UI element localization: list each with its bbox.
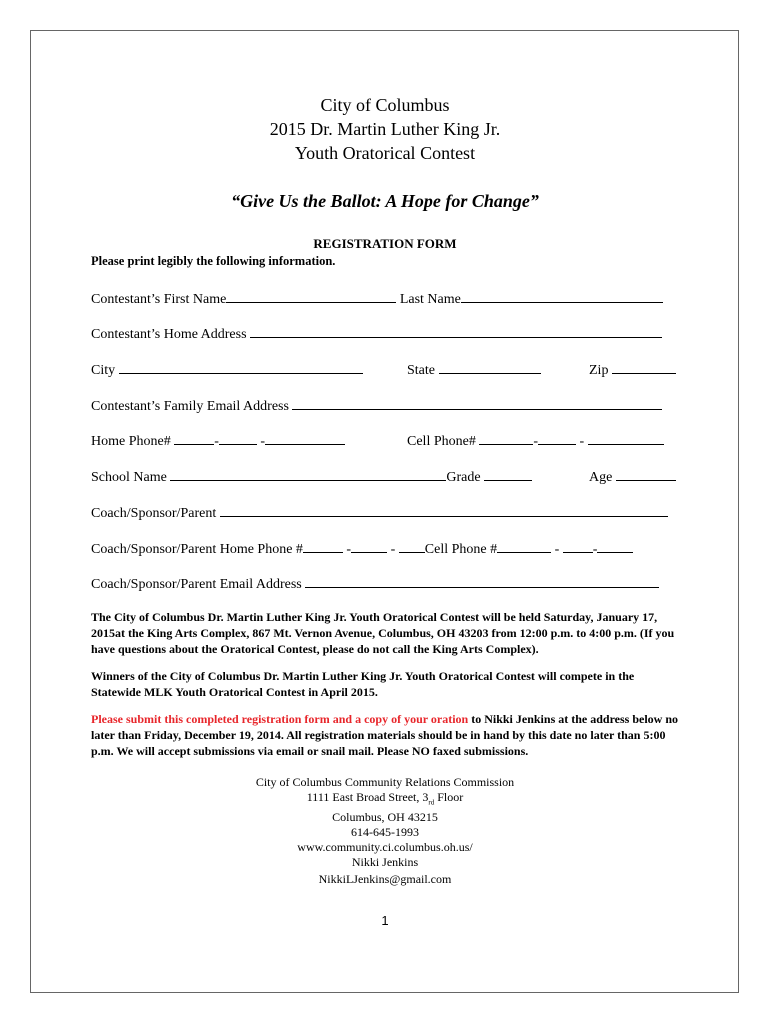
last-name-field[interactable] bbox=[461, 288, 663, 303]
submission-text: to Nikki Jenkins at the address below no later than Friday, December 19, 2014. All registration materials should be in hand by this date no later than 5:00 p.m. We will accept submissions via email or snail mail. Please NO faxed submissions. bbox=[91, 712, 679, 758]
cell-phone-label: Cell Phone# bbox=[407, 434, 476, 449]
home-phone-line-field[interactable] bbox=[265, 430, 345, 445]
dash: - bbox=[579, 434, 585, 449]
dash: - bbox=[346, 542, 352, 557]
page-number: 1 bbox=[381, 913, 389, 928]
coach-row bbox=[91, 502, 668, 522]
dash: - bbox=[592, 542, 598, 557]
dash: - bbox=[260, 434, 266, 449]
city-label-wrap bbox=[91, 359, 363, 379]
header-event: 2015 Dr. Martin Luther King Jr. bbox=[269, 119, 501, 139]
address-street-floor: Floor bbox=[434, 790, 464, 804]
coach-field[interactable] bbox=[220, 502, 668, 517]
dash: - bbox=[214, 434, 219, 449]
coach-email-field[interactable] bbox=[305, 573, 659, 588]
family-email-field[interactable] bbox=[292, 395, 662, 410]
home-address-field[interactable] bbox=[250, 323, 662, 338]
address-phone: 614-645-1993 bbox=[351, 825, 419, 840]
first-name-row bbox=[91, 288, 663, 308]
family-email-row bbox=[91, 395, 662, 415]
school-name-field[interactable] bbox=[170, 466, 446, 481]
event-info-paragraph: The City of Columbus Dr. Martin Luther King Jr. Youth Oratorical Contest will be held Saturday, January 17, 2015at the King Arts Complex, 867 Mt. Vernon Avenue, Columbus, OH 43203 from 12:00 p.m. to 4:00 p.m. (If you have questions about the Oratorical Contest, please do not call the King Arts Complex). bbox=[91, 610, 675, 656]
coach-home-phone-line-field[interactable] bbox=[399, 538, 425, 553]
school-row bbox=[91, 466, 532, 486]
header-contest: Youth Oratorical Contest bbox=[294, 143, 476, 163]
dash: - bbox=[390, 542, 396, 557]
family-email-label: Contestant’s Family Email Address bbox=[91, 399, 289, 414]
state-label-wrap bbox=[407, 359, 541, 379]
home-phone-area-field[interactable] bbox=[174, 430, 214, 445]
home-phone-label: Home Phone# bbox=[91, 434, 171, 449]
city-field[interactable] bbox=[119, 359, 363, 374]
state-label: State bbox=[407, 363, 435, 378]
coach-cell-phone-area-field[interactable] bbox=[497, 538, 551, 553]
city-label: City bbox=[91, 363, 116, 378]
coach-email-label: Coach/Sponsor/Parent Email Address bbox=[91, 577, 302, 592]
submission-highlight: Please submit this completed registration form and a copy of your oration bbox=[91, 712, 469, 726]
address-city: Columbus, OH 43215 bbox=[332, 810, 438, 825]
address-street-ordinal: rd bbox=[428, 798, 435, 807]
submission-paragraph bbox=[91, 711, 681, 759]
home-phone-prefix-field[interactable] bbox=[219, 430, 257, 445]
slogan: “Give Us the Ballot: A Hope for Change” bbox=[231, 191, 539, 211]
header-city: City of Columbus bbox=[320, 95, 450, 115]
state-field[interactable] bbox=[439, 359, 541, 374]
coach-home-phone-area-field[interactable] bbox=[303, 538, 343, 553]
cell-phone-prefix-field[interactable] bbox=[538, 430, 576, 445]
home-address-row bbox=[91, 323, 662, 343]
address-block bbox=[0, 775, 770, 887]
address-email-link[interactable]: NikkiLJenkins@gmail.com bbox=[318, 872, 452, 887]
grade-label: Grade bbox=[446, 470, 481, 485]
coach-cell-phone-prefix-field[interactable] bbox=[563, 538, 593, 553]
age-row bbox=[589, 466, 676, 486]
zip-field[interactable] bbox=[612, 359, 676, 374]
coach-cell-phone-label: Cell Phone # bbox=[424, 542, 498, 557]
address-contact: Nikki Jenkins bbox=[351, 855, 419, 870]
age-label: Age bbox=[589, 470, 613, 485]
form-title: REGISTRATION FORM bbox=[313, 236, 457, 251]
age-field[interactable] bbox=[616, 466, 676, 481]
first-name-field[interactable] bbox=[226, 288, 396, 303]
coach-label: Coach/Sponsor/Parent bbox=[91, 506, 217, 521]
cell-phone-line-field[interactable] bbox=[588, 430, 664, 445]
coach-email-row bbox=[91, 573, 659, 593]
home-phone-row bbox=[91, 430, 345, 450]
cell-phone-area-field[interactable] bbox=[479, 430, 533, 445]
instruction: Please print legibly the following information. bbox=[91, 254, 336, 268]
dash: - bbox=[554, 542, 560, 557]
first-name-label: Contestant’s First Name bbox=[91, 292, 227, 307]
last-name-label: Last Name bbox=[399, 292, 461, 307]
coach-phone-row bbox=[91, 538, 633, 558]
school-name-label: School Name bbox=[91, 470, 167, 485]
zip-label: Zip bbox=[589, 363, 609, 378]
home-address-label: Contestant’s Home Address bbox=[91, 327, 247, 342]
coach-cell-phone-line-field[interactable] bbox=[597, 538, 633, 553]
coach-home-phone-label: Coach/Sponsor/Parent Home Phone # bbox=[91, 542, 303, 557]
cell-phone-row bbox=[407, 430, 664, 450]
address-street-text: 1111 East Broad Street, 3 bbox=[306, 790, 429, 804]
grade-field[interactable] bbox=[484, 466, 532, 481]
dash: - bbox=[533, 434, 539, 449]
zip-label-wrap bbox=[589, 359, 676, 379]
statewide-paragraph: Winners of the City of Columbus Dr. Martin Luther King Jr. Youth Oratorical Contest will compete in the Statewide MLK Youth Oratorical Contest in April 2015. bbox=[91, 669, 635, 699]
address-website-link[interactable]: www.community.ci.columbus.oh.us/ bbox=[297, 840, 473, 855]
address-street bbox=[0, 790, 770, 810]
coach-home-phone-prefix-field[interactable] bbox=[351, 538, 387, 553]
address-org: City of Columbus Community Relations Commission bbox=[255, 775, 515, 789]
